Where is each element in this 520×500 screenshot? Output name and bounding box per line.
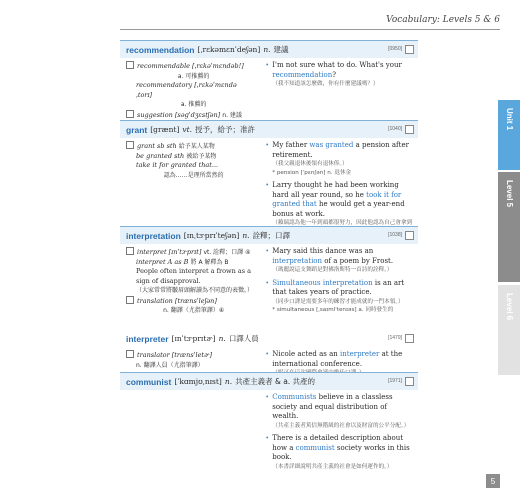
pronunciation: [grænt]: [150, 125, 180, 134]
related-words: [120, 390, 255, 478]
pronunciation: [ɪnˈtɝprɪtɚ]: [171, 334, 216, 343]
part-of-speech: vt.: [182, 125, 193, 134]
meaning: 口譯人員: [228, 334, 259, 343]
tab-level-5[interactable]: Level 5: [498, 172, 520, 282]
example: • Simultaneous interpretation is an art that takes years of practice. （同步口譯是需要多年的練習才能成就的一門本領。） * simultaneous [ˌsaɪmlˈtenɪəs] a. 同時發生的: [265, 279, 414, 315]
page-number: 5: [486, 474, 500, 488]
related-bullet-icon: [126, 247, 134, 255]
related-bullet-icon: [126, 350, 134, 358]
entry-interpretation: [120, 226, 418, 322]
meaning: 授予，給予；准許: [195, 125, 256, 134]
checkbox[interactable]: [405, 125, 414, 134]
pronunciation: [ˈkɑmjʊˌnɪst]: [174, 377, 222, 386]
entry-header: [120, 40, 418, 58]
related-words: interpret [ɪnˈtɝprɪt] vt. 詮釋；口譯 ④ interpret A as B 將 A 解釋為 B People often interpret a frown as a sign of disapproval. （大家常常將皺眉頭解讀為不同意的表徵。） translation [trænsˈleʃən] n. 翻譯（尤指筆譯）④: [120, 244, 255, 322]
related-bullet-icon: [126, 296, 134, 304]
entry-header: [120, 226, 418, 244]
tab-level-6[interactable]: Level 6: [498, 285, 520, 375]
entry-number: [0950]: [388, 46, 402, 52]
checkbox[interactable]: [405, 45, 414, 54]
running-header: [120, 15, 500, 30]
example: • Nicole acted as an interpreter at the international conference.: [265, 350, 414, 378]
checkbox[interactable]: [405, 231, 414, 240]
checkbox[interactable]: [405, 377, 414, 386]
part-of-speech: n.: [218, 334, 226, 343]
entry-header: [120, 372, 418, 390]
example: • Communists believe in a classless society and equal distribution of wealth. （共產主義者篤信無階級的社會以及財富的公平分配。）: [265, 393, 414, 430]
entry-header: [120, 330, 418, 347]
headword: grant: [126, 124, 148, 135]
example: • Mary said this dance was an interpretation of a poem by Frost. （瑪麗說這支舞蹈是對佛洛斯特一首詩的詮釋。）: [265, 247, 414, 275]
pronunciation: [ˌrɛkəmɛnˈdeʃən]: [197, 45, 261, 54]
related-bullet-icon: [126, 110, 134, 118]
related-bullet-icon: [126, 61, 134, 69]
example: • My father was granted a pension after retirement. （我父親退休後領有退休俸。） * pension [ˈpɛnʃən] n. 退休金: [265, 141, 414, 177]
related-words: recommendable [ˌrɛkəˈmɛndəb!] a. 可推薦的 recommendatory [ˌrɛkəˈmɛndəˌtorɪ] a. 推薦的 suggestion [səɡˈdʒɛstʃən] n. 建議: [120, 58, 255, 123]
entry-number: [1040]: [388, 126, 402, 132]
part-of-speech: n.: [263, 45, 271, 54]
entry-grant: [120, 120, 418, 243]
related-words: translator [trænsˈletɚ] n. 翻譯人員（尤指筆譯）: [120, 347, 255, 385]
headword: recommendation: [126, 44, 195, 55]
entry-number: [1038]: [388, 232, 402, 238]
running-title: Vocabulary: Levels 5 & 6: [386, 15, 500, 25]
tab-unit-1[interactable]: Unit 1: [498, 100, 520, 170]
entry-recommendation: [120, 40, 418, 123]
example: • Larry thought he had been working hard all year round, so he took it for granted that he would get a year-end bonus at work. （賴瑞認為他一年到頭都很努力，因此他認為自己會拿到: [265, 181, 414, 236]
meaning: 共產主義者 & a. 共產的: [235, 377, 316, 386]
examples: [255, 390, 418, 478]
example: • I'm not sure what to do. What's your recommendation? （我不知道該怎麼做，你有什麼建議嗎？）: [265, 61, 414, 89]
part-of-speech: n.: [242, 231, 250, 240]
entry-number: [1479]: [388, 335, 402, 341]
headword: interpreter: [126, 333, 169, 344]
meaning: 詮釋；口譯: [252, 231, 291, 240]
headword: interpretation: [126, 230, 181, 241]
pronunciation: [ɪnˌtɝprɪˈteʃən]: [183, 231, 240, 240]
checkbox[interactable]: [405, 334, 414, 343]
entry-number: [1971]: [388, 378, 402, 384]
headword: communist: [126, 376, 172, 387]
meaning: 建議: [273, 45, 289, 54]
part-of-speech: n.: [224, 377, 233, 386]
example: • There is a detailed description about how a communist society works in this book. （本書詳細說明共產主義的社會是如何運作的。）: [265, 434, 414, 471]
examples: [255, 58, 418, 123]
related-bullet-icon: [126, 141, 134, 149]
entry-header: [120, 120, 418, 138]
related-words: grant sb sth 給予某人某物 be granted sth 被給予某物 take it for granted that... 認為……是理所當然的: [120, 138, 255, 243]
entry-communist: [120, 372, 418, 478]
examples: [255, 244, 418, 322]
